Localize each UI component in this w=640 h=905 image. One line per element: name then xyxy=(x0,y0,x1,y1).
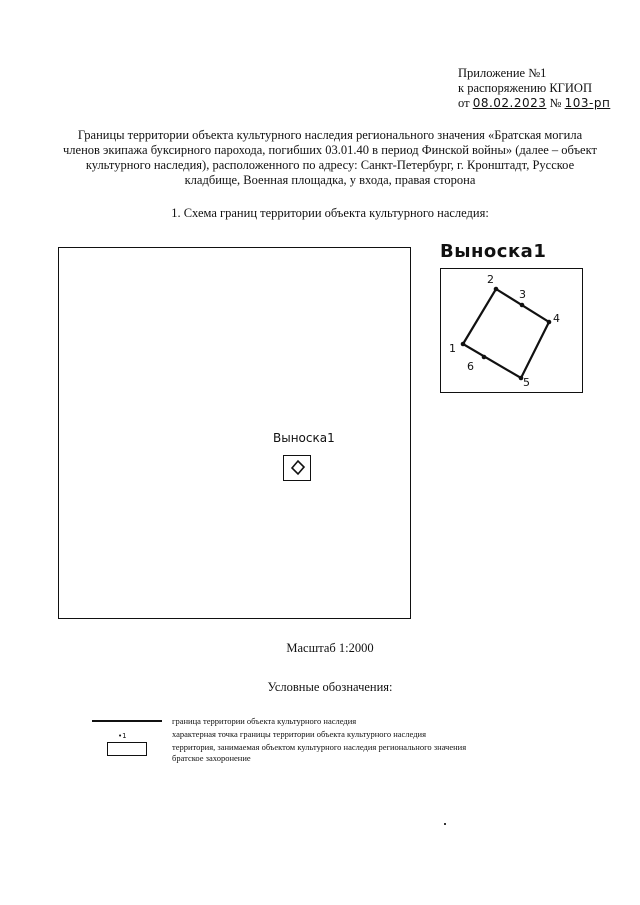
order-date: 08.02.2023 xyxy=(472,96,547,110)
number-sign: № xyxy=(549,96,562,110)
document-title: Границы территории объекта культурного наследия регионального значения «Братская могила членов экипажа буксирного парохода, погибших 03.01.40 в период Финской войны» (далее – объект культурного наследия), расположенного по адресу: Санкт-Петербург, г. Кронштадт, Русское кладбище, Военная площадка, у входа, правая сторона xyxy=(63,128,597,187)
map-callout-label: Выноска1 xyxy=(273,431,335,445)
order-number: 103-рп xyxy=(564,96,611,110)
legend-item-boundary: граница территории объекта культурного наследия xyxy=(172,716,357,726)
point-label-5: 5 xyxy=(523,376,530,389)
callout-title: Выноска1 xyxy=(440,241,547,262)
legend-item-territory: территория, занимаемая объектом культурного наследия регионального значения xyxy=(172,742,467,752)
mini-boundary-shape xyxy=(284,456,310,480)
boundary-point-6 xyxy=(482,355,487,360)
legend-boundary-line xyxy=(92,720,162,722)
scan-dot xyxy=(444,823,446,825)
point-label-2: 2 xyxy=(487,273,494,286)
date-prefix: от xyxy=(458,96,470,110)
boundary-point-1 xyxy=(461,342,466,347)
map-callout-box xyxy=(283,455,311,481)
boundary-point-3 xyxy=(520,303,525,308)
point-label-1: 1 xyxy=(449,342,456,355)
legend-title: Условные обозначения: xyxy=(267,680,393,694)
callout-box xyxy=(440,268,583,393)
order-reference: к распоряжению КГИОП xyxy=(458,81,592,95)
point-label-6: 6 xyxy=(467,360,474,373)
boundary-point-4 xyxy=(547,320,552,325)
map-frame xyxy=(58,247,411,619)
legend-point-symbol: •1 xyxy=(118,732,127,740)
document-header xyxy=(458,66,610,111)
boundary-polygon xyxy=(441,269,581,391)
map-scale: Масштаб 1:2000 xyxy=(286,641,374,655)
point-label-3: 3 xyxy=(519,288,526,301)
appendix-label: Приложение №1 xyxy=(458,66,547,80)
legend-territory-box xyxy=(107,742,147,756)
order-date-number xyxy=(458,96,610,111)
legend-item-point: характерная точка границы территории объекта культурного наследия xyxy=(172,729,426,739)
point-label-4: 4 xyxy=(553,312,560,325)
legend-item-burial: братское захоронение xyxy=(172,753,251,763)
section-heading: 1. Схема границ территории объекта культурного наследия: xyxy=(171,206,489,220)
boundary-point-2 xyxy=(494,287,499,292)
